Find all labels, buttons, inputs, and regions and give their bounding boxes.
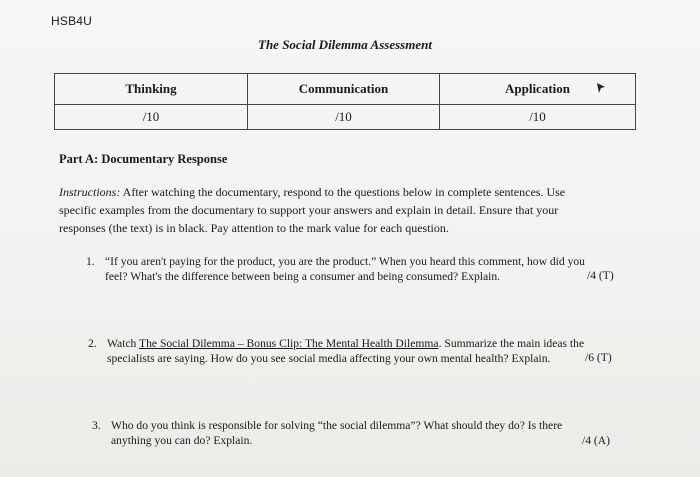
question-2-line-2: specialists are saying. How do you see social media affecting your own mental health? Explain. (107, 352, 551, 365)
question-3-line-1: Who do you think is responsible for solving “the social dilemma”? What should they do? Is there (111, 419, 563, 432)
question-3-mark: /4 (A) (582, 434, 611, 447)
instructions-paragraph (59, 183, 607, 237)
question-3-line-2: anything you can do? Explain. (111, 434, 253, 447)
header-thinking: Thinking (55, 74, 248, 105)
header-communication: Communication (248, 74, 440, 105)
instructions-line-2: specific examples from the documentary to support your answers and explain in detail. Ensure that your (59, 203, 559, 217)
header-application: Application (440, 74, 636, 105)
question-1-mark: /4 (T) (587, 269, 614, 282)
grade-table (54, 73, 636, 130)
instructions-line-3: responses (the text) is in black. Pay attention to the mark value for each question. (59, 221, 449, 235)
grade-table-score-row (55, 105, 636, 130)
instructions-lead: Instructions: (59, 185, 121, 199)
question-number: 2. (88, 337, 97, 350)
bonus-clip-link[interactable]: The Social Dilemma – Bonus Clip: The Mental Health Dilemma (139, 337, 439, 350)
question-2 (88, 336, 628, 368)
score-communication: /10 (248, 105, 440, 130)
instructions-line-1: After watching the documentary, respond to the questions below in complete sentences. Use (120, 185, 566, 199)
question-number: 3. (92, 419, 101, 432)
question-1-line-2: feel? What's the difference between being a consumer and being consumed? Explain. (105, 270, 501, 283)
score-application: /10 (440, 105, 636, 130)
document-title: The Social Dilemma Assessment (258, 37, 432, 52)
question-number: 1. (86, 255, 95, 268)
score-thinking: /10 (55, 105, 248, 130)
question-1 (86, 254, 626, 286)
question-1-line-1: “If you aren't paying for the product, you are the product.” When you heard this comment, how did you (105, 255, 585, 268)
mouse-cursor-icon (596, 82, 606, 94)
question-2-mark: /6 (T) (585, 351, 612, 364)
part-a-heading: Part A: Documentary Response (59, 152, 228, 166)
question-3 (92, 418, 612, 450)
question-2-suffix: . Summarize the main ideas the (438, 337, 585, 350)
course-code: HSB4U (51, 14, 93, 28)
grade-table-header-row (55, 74, 636, 105)
question-2-prefix: Watch (107, 337, 140, 350)
